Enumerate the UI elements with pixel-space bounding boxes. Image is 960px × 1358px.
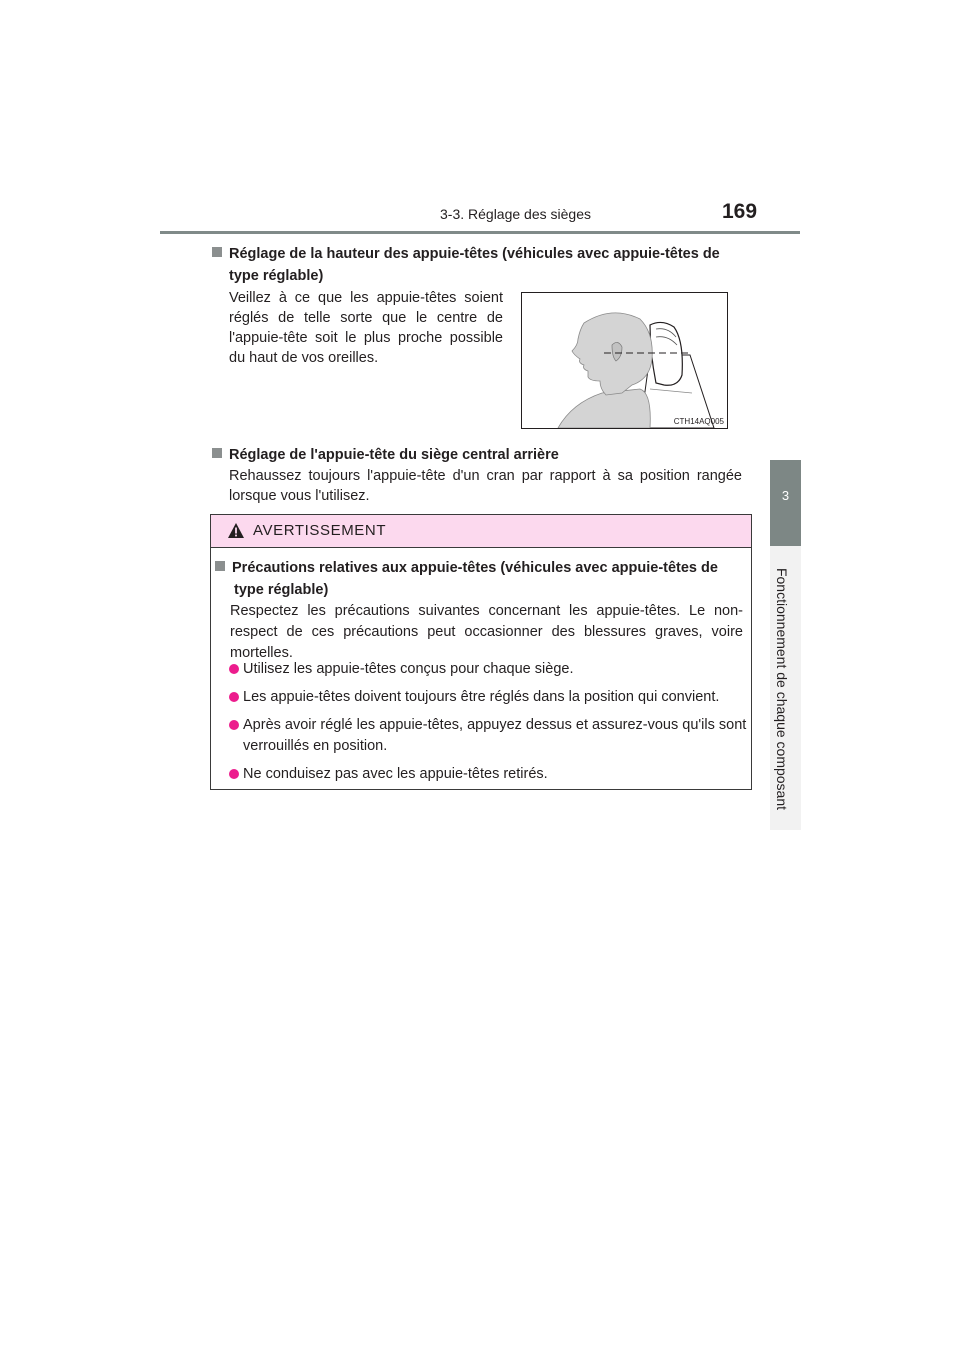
bullet-text: Les appuie-têtes doivent toujours être réglés dans la position qui convient. [243,689,720,705]
chapter-title: Fonctionnement de chaque composant [774,567,790,811]
square-bullet-icon [212,448,222,458]
headrest-illustration [521,292,728,429]
list-item [229,687,749,708]
section-header: 3-3. Réglage des sièges [440,206,591,222]
warning-box [210,514,752,790]
list-item [229,659,749,680]
heading-text: Réglage de l'appuie-tête du siège central arrière [229,447,559,463]
bullet-dot-icon [229,769,239,779]
heading-line-1: Réglage de la hauteur des appuie-têtes (véhicules avec appuie-têtes de [229,246,720,262]
list-item [229,715,749,757]
head-and-headrest-drawing [522,293,727,428]
section-heading-headrest-height [212,243,752,287]
warning-title-line-2: type réglable) [234,582,329,598]
list-item [229,764,749,785]
square-bullet-icon [215,561,225,571]
bullet-dot-icon [229,664,239,674]
bullet-text: Utilisez les appuie-têtes conçus pour chaque siège. [243,661,574,677]
warning-bullet-list [229,659,749,792]
bullet-dot-icon [229,720,239,730]
headrest-height-text: Veillez à ce que les appuie-têtes soient réglés de telle sorte que le centre de l'appuie-tête soit le plus proche possible du haut de vos oreilles. [229,290,503,366]
warning-title-line-1: Précautions relatives aux appuie-têtes (véhicules avec appuie-têtes de [232,560,718,576]
rear-center-headrest-text: Rehaussez toujours l'appuie-tête d'un cran par rapport à sa position rangée lorsque vous l'utilisez. [229,468,742,504]
chapter-tab [770,460,801,546]
bullet-text: Ne conduisez pas avec les appuie-têtes retirés. [243,766,548,782]
heading-line-2: type réglable) [229,268,324,284]
section-heading-rear-center-headrest [212,444,559,466]
square-bullet-icon [212,247,222,257]
warning-header [211,515,751,548]
chapter-number: 3 [781,488,790,503]
header-divider [160,231,800,234]
bullet-text: Après avoir réglé les appuie-têtes, appuyez dessus et assurez-vous qu'ils sont verrouillés en position. [243,717,747,754]
warning-triangle-icon [227,522,245,539]
warning-intro: Respectez les précautions suivantes concernant les appuie-têtes. Le non-respect de ces précautions peut occasionner des blessures graves, voire mortelles. [230,603,743,661]
page-number: 169 [722,200,758,223]
warning-label: AVERTISSEMENT [253,522,387,539]
figure-code: CTH14AQ005 [673,417,724,426]
bullet-dot-icon [229,692,239,702]
warning-title [215,557,745,601]
